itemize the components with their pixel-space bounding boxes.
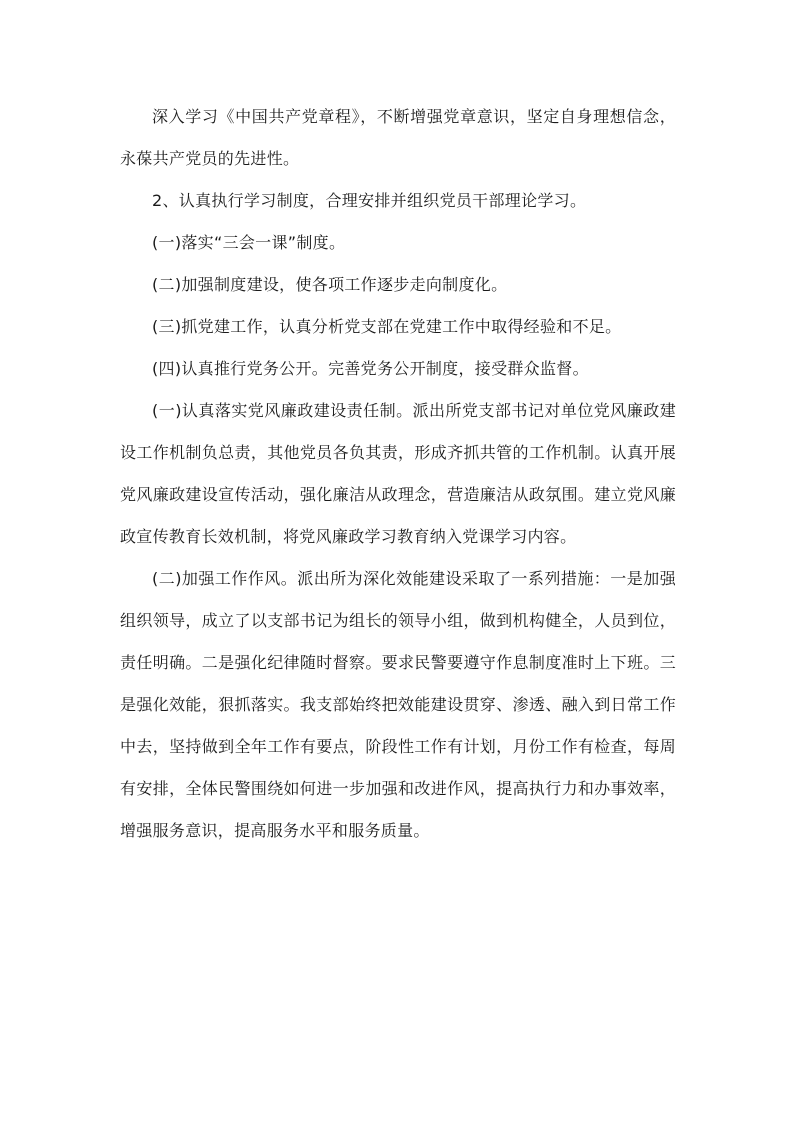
paragraph-study-system: 2、认真执行学习制度，合理安排并组织党员干部理论学习。 [152, 191, 587, 210]
paragraph-party-building: (三)抓党建工作，认真分析党支部在党建工作中取得经验和不足。 [152, 317, 622, 336]
paragraph-work-style: (二)加强工作作风。派出所为深化效能建设采取了一系列措施：一是加强组织领导，成立了以支部书记为组长的领导小组，做到机构健全，人员到位，责任明确。二是强化纪律随时督察。要求民警要遵守作息制度准时上下班。三是强化效能，狠抓落实。我支部始终把效能建设贯穿、渗透、融入到日常工作中去，坚持做到全年工作有要点，阶段性工作有计划，月份工作有检查，每周有安排，全体民警围绕如何进一步加强和改进作风，提高执行力和办事效率，增强服务意识，提高服务水平和服务质量。 [120, 569, 676, 840]
paragraph-three-meetings: (一)落实“三会一课”制度。 [152, 233, 346, 252]
document-page [120, 96, 676, 852]
paragraph-party-affairs-openness: (四)认真推行党务公开。完善党务公开制度，接受群众监督。 [152, 359, 589, 378]
paragraph-integrity-responsibility: (一)认真落实党风廉政建设责任制。派出所党支部书记对单位党风廉政建设工作机制负总责，其他党员各负其责，形成齐抓共管的工作机制。认真开展党风廉政建设宣传活动，强化廉洁从政理念，营造廉洁从政氛围。建立党风廉政宣传教育长效机制，将党风廉政学习教育纳入党课学习内容。 [120, 401, 676, 546]
paragraph-study-party-constitution: 深入学习《中国共产党章程》，不断增强党章意识，坚定自身理想信念，永葆共产党员的先进性。 [120, 107, 676, 168]
paragraph-system-building: (二)加强制度建设，使各项工作逐步走向制度化。 [152, 275, 508, 294]
